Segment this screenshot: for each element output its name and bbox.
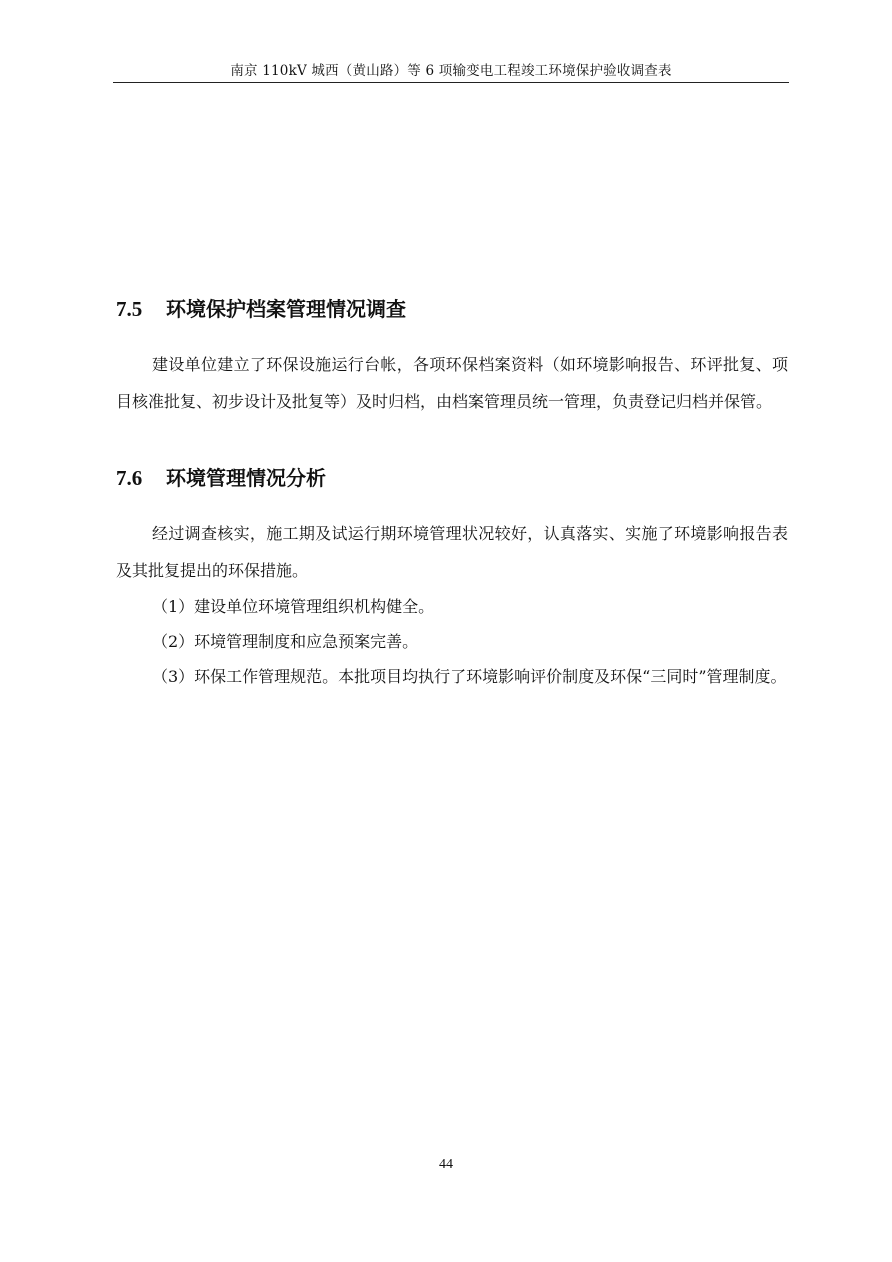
archive-management-paragraph: 建设单位建立了环保设施运行台帐，各项环保档案资料（如环境影响报告、环评批复、项目核准批复、初步设计及批复等）及时归档，由档案管理员统一管理，负责登记归档并保管。 [116,355,788,411]
page-number: 44 [439,1157,453,1172]
header-title: 南京 110kV 城西（黄山路）等 6 项输变电工程竣工环境保护验收调查表 [230,63,672,79]
section-number: 7.6 [116,466,143,490]
list-item: （3）环保工作管理规范。本批项目均执行了环境影响评价制度及环保“三同时”管理制度。 [152,667,787,686]
management-analysis-paragraph: 经过调查核实，施工期及试运行期环境管理状况较好，认真落实、实施了环境影响报告表及其批复提出的环保措施。 [116,524,788,580]
section-title: 环境管理情况分析 [166,466,326,490]
list-item: （1）建设单位环境管理组织机构健全。 [152,597,435,616]
section-heading-7-6 [116,464,326,492]
list-item: （2）环境管理制度和应急预案完善。 [152,632,419,651]
section-title: 环境保护档案管理情况调查 [166,297,406,321]
section-number: 7.5 [116,297,143,321]
page-header [113,62,789,83]
section-heading-7-5 [116,295,406,323]
